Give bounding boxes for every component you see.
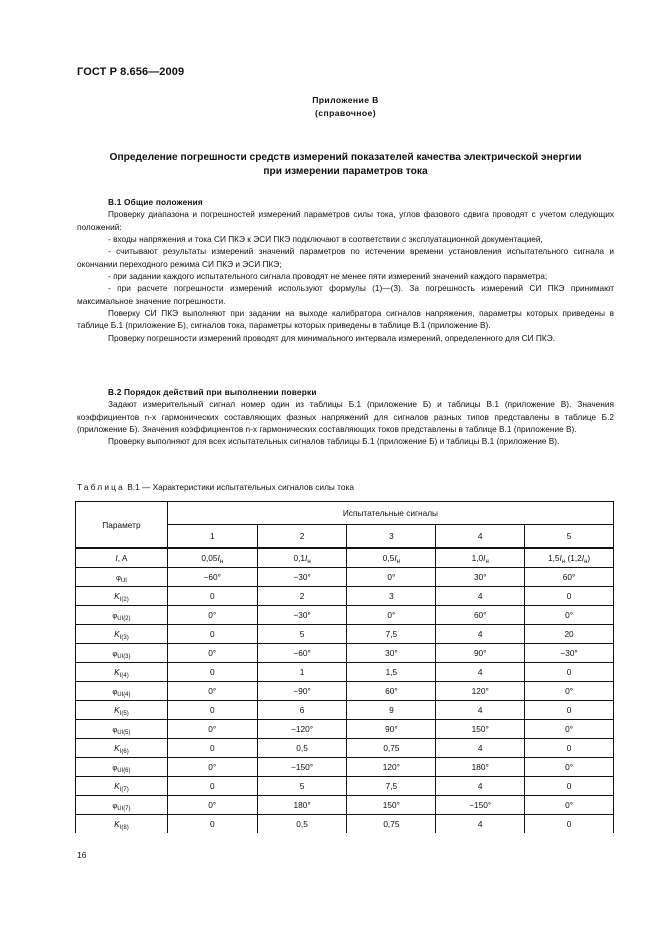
value-cell: 0° [525,606,614,625]
parameter-symbol: φ [112,763,118,772]
value-cell: 0 [167,815,257,834]
parameter-symbol: K [114,781,120,791]
parameter-cell [76,701,168,720]
parameter-cell [76,720,168,739]
value-cell: 0° [347,568,436,587]
value-cell: 90° [347,720,436,739]
table-row [76,796,614,815]
value-cell: 0° [167,606,257,625]
parameter-subscript: UI(3) [117,654,131,660]
paragraph: Поверку СИ ПКЭ выполняют при задании на выходе калибратора сигналов напряжения, параметры которых приведены в таблице Б.1 (приложение Б), сигналов тока, параметры которых приведены в таблице В.1 (приложение В). [77,308,614,331]
value-cell: 0 [167,625,257,644]
value-cell: −60° [257,644,347,663]
value-cell: 150° [436,720,525,739]
value-cell: −60° [167,568,257,587]
parameter-cell [76,587,168,606]
table-row [76,606,614,625]
table-row [76,815,614,834]
value-cell: 180° [257,796,347,815]
value-cell: −30° [525,644,614,663]
parameter-subscript: I(4) [119,673,129,679]
value-cell: 9 [347,701,436,720]
value-cell: −120° [257,720,347,739]
parameter-symbol: φ [112,611,118,620]
paragraph: Задают измерительный сигнал номер один из таблицы Б.1 (приложение Б) и таблицы В.1 (приложение В). Значения коэффициентов n-х гармонических составляющих фазных напряжений для сигналов разных типов представлены в таблице Б.2 (приложение Б). Значения коэффициентов n-х гармонических составляющих токов представлены в таблице В.1 (приложение В). [77,399,614,435]
parameter-subscript: I(5) [119,711,129,717]
parameter-subscript: UI(2) [117,616,131,622]
value-cell: 0 [167,739,257,758]
value-cell: 0 [525,701,614,720]
value-cell: 0° [167,682,257,701]
table-row [76,663,614,682]
value-cell: 7,5 [347,777,436,796]
appendix-heading [77,94,614,120]
value-cell: 5 [257,777,347,796]
value-cell: 5 [257,625,347,644]
table-row [76,701,614,720]
parameter-symbol: K [114,743,120,753]
table-row [76,587,614,606]
table-row [76,625,614,644]
value-cell: 4 [436,701,525,720]
parameter-symbol: K [114,705,120,715]
value-cell: 0 [525,663,614,682]
table-row [76,720,614,739]
value-cell: 120° [347,758,436,777]
header-test-signals: Испытательные сигналы [167,502,613,525]
value-cell: 0,75 [347,815,436,834]
parameter-cell [76,606,168,625]
value-cell: −30° [257,606,347,625]
parameter-cell [76,568,168,587]
parameter-cell [76,644,168,663]
value-cell: $1,5I_н$ $(1,2I_н)$ [525,548,614,568]
value-cell: 90° [436,644,525,663]
value-cell: 0 [167,663,257,682]
value-cell: 120° [436,682,525,701]
value-cell: 30° [436,568,525,587]
value-cell: 0 [167,587,257,606]
table-row [76,758,614,777]
header-signal-1: 1 [167,525,257,549]
document-id: ГОСТ Р 8.656—2009 [77,66,185,78]
value-cell: 0 [167,701,257,720]
parameter-cell [76,758,168,777]
value-cell: 0° [525,682,614,701]
value-cell: 20 [525,625,614,644]
parameter-cell [76,815,168,834]
section-2 [77,386,614,448]
value-cell: −150° [257,758,347,777]
parameter-subscript: I(2) [119,597,129,603]
header-parameter: Параметр [76,502,168,549]
value-cell: 0 [525,777,614,796]
parameter-symbol: φ [112,649,118,658]
value-cell: $1,0I_н$ [436,548,525,568]
table-row [76,644,614,663]
parameter-unit: , A [117,553,128,563]
header-signal-3: 3 [347,525,436,549]
header-signal-2: 2 [257,525,347,549]
value-cell: 0° [525,758,614,777]
value-cell: 1,5 [347,663,436,682]
value-cell: 4 [436,625,525,644]
header-signal-5: 5 [525,525,614,549]
appendix-label: Приложение В [312,95,379,105]
list-item: - при задании каждого испытательного сигнала проводят не менее пяти измерений значений каждого параметра; [108,271,548,282]
parameter-cell [76,777,168,796]
table-caption-prefix: Таблица [77,482,125,492]
value-cell: 6 [257,701,347,720]
value-cell: 3 [347,587,436,606]
value-cell: $0,1I_н$ [257,548,347,568]
parameter-cell [76,796,168,815]
value-cell: 4 [436,777,525,796]
parameter-symbol: K [114,819,120,829]
page-number: 16 [77,850,87,860]
table-caption [77,482,354,492]
page-title-line-1: Определение погрешности средств измерений показателей качества электрической энергии [109,152,582,163]
value-cell: 60° [347,682,436,701]
parameter-cell [76,739,168,758]
paragraph: Проверку диапазона и погрешностей измерений параметров силы тока, углов фазового сдвига проводят с учетом следующих положений: [77,209,614,232]
value-cell: $0,5I_н$ [347,548,436,568]
parameter-subscript: UI(7) [117,806,131,812]
value-cell: 1 [257,663,347,682]
value-cell: 0,5 [257,739,347,758]
table-row [76,739,614,758]
table-row [76,548,614,568]
value-cell: 4 [436,739,525,758]
section-2-heading: В.2 Порядок действий при выполнении поверки [108,387,317,397]
page-title [77,151,614,179]
parameter-subscript: UI [120,578,127,584]
parameter-symbol: K [114,667,120,677]
parameter-subscript: I(3) [119,635,129,641]
value-cell: 0° [525,796,614,815]
value-cell: 0 [525,739,614,758]
value-cell: 4 [436,815,525,834]
parameter-symbol: φ [112,801,118,810]
parameter-cell [76,548,168,568]
parameter-symbol: I [115,553,118,563]
value-cell: 0 [167,777,257,796]
value-cell: 0° [167,758,257,777]
parameter-symbol: K [114,591,120,601]
value-cell: 0,75 [347,739,436,758]
value-cell: 0 [525,815,614,834]
table-row [76,568,614,587]
value-cell: 0° [167,720,257,739]
list-item: - входы напряжения и тока СИ ПКЭ к ЭСИ ПКЭ подключают в соответствии с эксплуатационной документацией, [108,234,543,245]
list-item: - считывают результаты измерений значений параметров по истечении времени установления испытательного сигнала и окончании переходного режима СИ ПКЭ и ЭСИ ПКЭ; [77,246,614,269]
value-cell: 0° [167,644,257,663]
parameter-cell [76,625,168,644]
value-cell: 0,5 [257,815,347,834]
appendix-type: (справочное) [315,108,376,118]
header-signal-4: 4 [436,525,525,549]
parameter-symbol: φ [115,573,121,582]
section-1 [77,196,614,344]
parameter-cell [76,663,168,682]
list-item: - при расчете погрешности измерений используют формулы (1)—(3). За погрешность измерений СИ ПКЭ принимают максимальное значение погрешности. [77,283,614,306]
parameter-subscript: I(6) [119,749,129,755]
signals-table [75,501,614,833]
parameter-symbol: φ [112,725,118,734]
value-cell: 0° [525,720,614,739]
value-cell: 150° [347,796,436,815]
value-cell: 0 [525,587,614,606]
parameter-symbol: K [114,629,120,639]
paragraph: Проверку погрешности измерений проводят для минимального интервала измерений, определенного для СИ ПКЭ. [108,332,555,343]
parameter-subscript: UI(6) [117,768,131,774]
value-cell: 180° [436,758,525,777]
value-cell: 2 [257,587,347,606]
value-cell: $0,05I_н$ [167,548,257,568]
parameter-subscript: I(8) [119,825,129,831]
parameter-subscript: UI(5) [117,730,131,736]
parameter-subscript: I(7) [119,787,129,793]
value-cell: 0° [347,606,436,625]
value-cell: −90° [257,682,347,701]
value-cell: 60° [525,568,614,587]
value-cell: −150° [436,796,525,815]
value-cell: 7,5 [347,625,436,644]
value-cell: 60° [436,606,525,625]
value-cell: 0° [167,796,257,815]
parameter-cell [76,682,168,701]
value-cell: 4 [436,587,525,606]
parameter-symbol: φ [112,687,118,696]
value-cell: −30° [257,568,347,587]
value-cell: 4 [436,663,525,682]
table-row [76,682,614,701]
section-1-heading: В.1 Общие положения [108,197,203,207]
parameter-subscript: UI(4) [117,692,131,698]
table-row [76,777,614,796]
page-title-line-2: при измерении параметров тока [263,166,428,177]
value-cell: 30° [347,644,436,663]
paragraph: Проверку выполняют для всех испытательных сигналов таблицы Б.1 (приложение Б) и таблицы В.1 (приложение В). [108,436,560,447]
table-caption-text: В.1 — Характеристики испытательных сигналов силы тока [127,482,354,492]
